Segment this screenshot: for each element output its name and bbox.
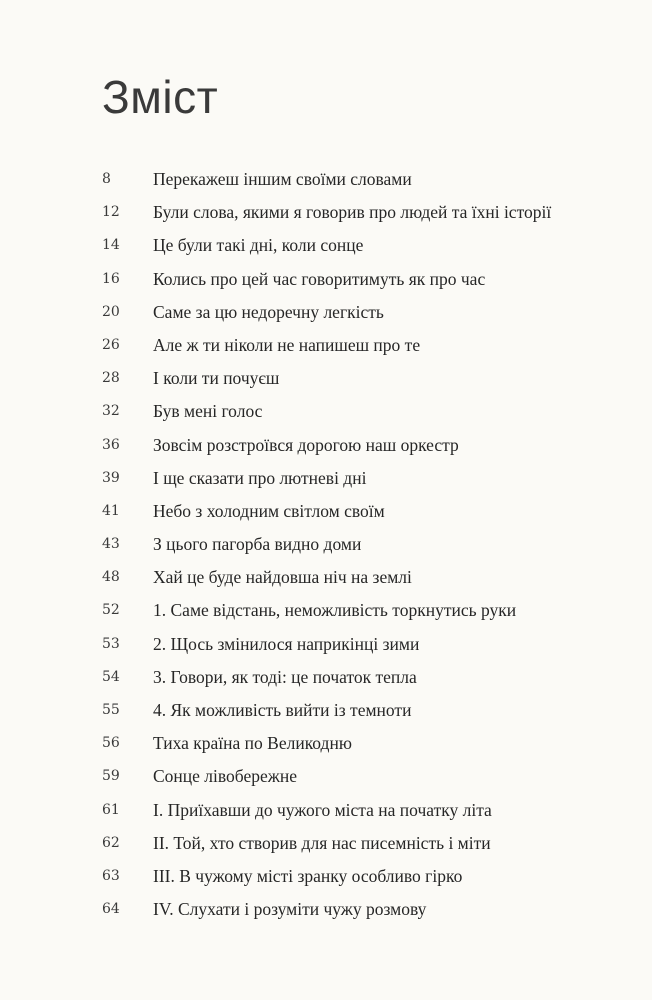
toc-page-number: 64 <box>102 901 120 918</box>
toc-entry-title: Тиха країна по Великодню <box>153 733 352 754</box>
toc-entry <box>0 229 652 262</box>
toc-entry-title: Але ж ти ніколи не напишеш про те <box>153 334 421 355</box>
toc-entry <box>0 495 652 528</box>
toc-page-number: 56 <box>102 735 120 752</box>
toc-page-number: 39 <box>102 469 120 486</box>
toc-entry <box>0 429 652 462</box>
toc-entry-title: І ще сказати про лютневі дні <box>153 467 367 488</box>
toc-entry-title: 4. Як можливість вийти із темноти <box>153 700 412 720</box>
toc-entry-title: Зовсім розстроївся дорогою наш оркестр <box>153 434 459 455</box>
toc-entry <box>0 462 652 495</box>
table-of-contents <box>0 163 652 926</box>
toc-page-number: 36 <box>102 436 120 453</box>
toc-page-number: 43 <box>102 536 120 553</box>
toc-entry <box>0 196 652 229</box>
toc-page-number: 8 <box>102 171 111 187</box>
toc-page-number: 20 <box>102 303 120 320</box>
toc-entry <box>0 395 652 428</box>
toc-entry-title: Були слова, якими я говорив про людей та їхні історії <box>153 202 552 223</box>
toc-entry <box>0 893 652 926</box>
toc-page-number: 55 <box>102 702 120 718</box>
toc-entry-title: Колись про цей час говоритимуть як про час <box>153 268 486 289</box>
toc-entry <box>0 661 652 694</box>
toc-entry-title: З цього пагорба видно доми <box>153 534 362 555</box>
page-title: Зміст <box>102 71 219 123</box>
toc-page-number: 59 <box>102 768 120 785</box>
toc-page-number: 16 <box>102 270 120 287</box>
toc-entry-title: Саме за цю недоречну легкість <box>153 301 384 322</box>
toc-entry <box>0 860 652 893</box>
toc-page-number: 32 <box>102 403 120 420</box>
toc-page-number: 48 <box>102 569 120 586</box>
toc-entry <box>0 727 652 760</box>
toc-entry <box>0 296 652 329</box>
toc-entry <box>0 329 652 362</box>
toc-page-number: 14 <box>102 237 120 254</box>
toc-entry <box>0 594 652 627</box>
toc-entry-title: 1. Саме відстань, неможливість торкнутись руки <box>153 600 517 621</box>
toc-entry-title: Був мені голос <box>153 401 263 422</box>
toc-entry <box>0 362 652 395</box>
toc-entry-title: І коли ти почуєш <box>153 368 280 389</box>
toc-page-number: 28 <box>102 370 120 387</box>
toc-entry-title: Перекажеш іншим своїми словами <box>153 169 412 189</box>
toc-page-number: 53 <box>102 635 120 652</box>
toc-page-number: 52 <box>102 602 120 619</box>
toc-entry <box>0 628 652 661</box>
toc-entry-title: ІІ. Той, хто створив для нас писемність і міти <box>153 832 491 853</box>
toc-page-number: 41 <box>102 502 120 519</box>
toc-entry <box>0 794 652 827</box>
toc-page-number: 54 <box>102 668 120 685</box>
toc-entry <box>0 528 652 561</box>
toc-entry-title: 2. Щось змінилося наприкінці зими <box>153 633 420 654</box>
toc-entry-title: Сонце лівобережне <box>153 766 297 787</box>
toc-entry <box>0 263 652 296</box>
toc-page-number: 26 <box>102 336 120 353</box>
toc-page-number: 63 <box>102 867 120 884</box>
toc-entry-title: Хай це буде найдовша ніч на землі <box>153 567 412 588</box>
toc-entry <box>0 694 652 727</box>
toc-entry <box>0 760 652 793</box>
toc-entry <box>0 163 652 196</box>
toc-entry-title: IV. Слухати і розуміти чужу розмову <box>153 899 427 920</box>
toc-entry-title: Це були такі дні, коли сонце <box>153 235 364 256</box>
toc-page-number: 12 <box>102 204 120 221</box>
toc-page-number: 62 <box>102 834 120 851</box>
toc-page-number: 61 <box>102 801 120 818</box>
toc-entry-title: І. Приїхавши до чужого міста на початку літа <box>153 799 492 820</box>
toc-entry-title: 3. Говори, як тоді: це початок тепла <box>153 666 417 687</box>
toc-entry <box>0 561 652 594</box>
toc-entry-title: Небо з холодним світлом своїм <box>153 500 385 521</box>
toc-entry <box>0 827 652 860</box>
toc-entry-title: ІІІ. В чужому місті зранку особливо гірко <box>153 865 463 886</box>
